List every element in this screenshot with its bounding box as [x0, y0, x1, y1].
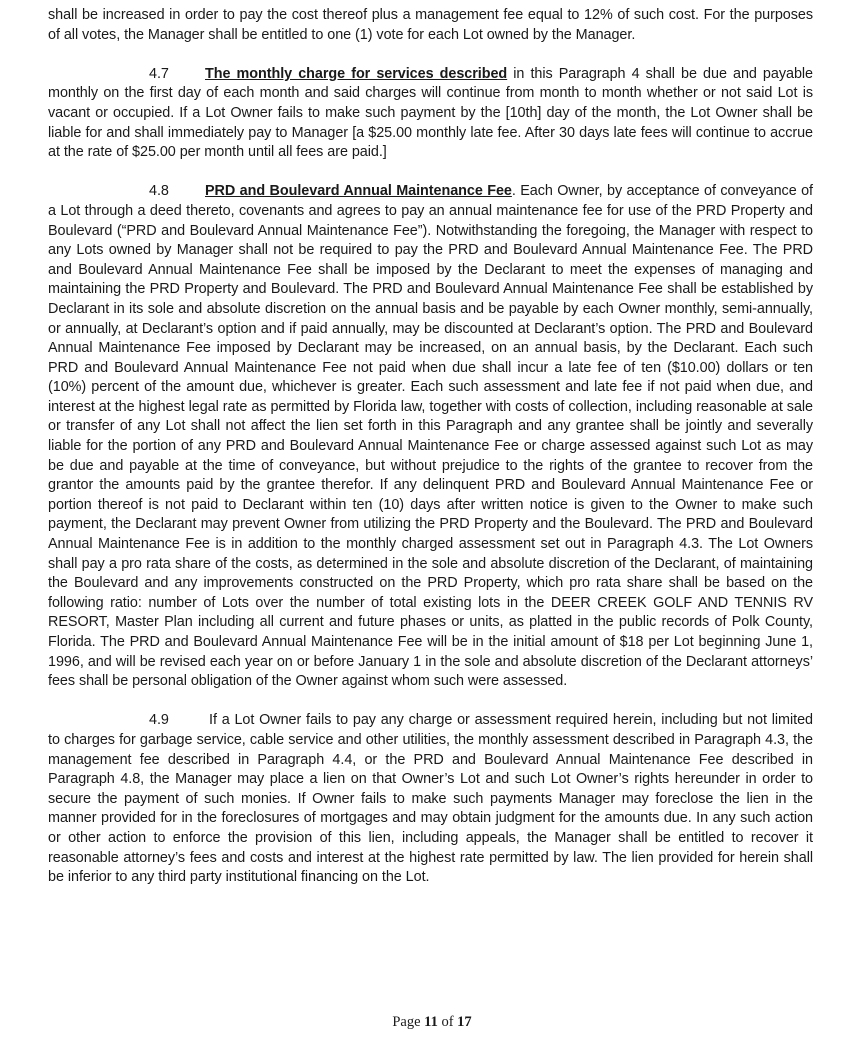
section-text: If a Lot Owner fails to pay any charge or assessment required herein, including but not limited to charges for garbage service, cable service and other utilities, the monthly assessment described in Paragraph 4.3, the management fee described in Paragraph 4.4, or the PRD and Boulevard Annual Maintenance Fee described in Paragraph 4.8, the Manager may place a lien on that Owner’s Lot and such Lot Owner’s rights hereunder in order to secure the payment of such monies. If Owner fails to make such payments Manager may foreclose the lien in the manner provided for in the foreclosures of mortgages and may obtain judgment for the amounts due. In any such action or other action to enforce the provision of this lien, including appeals, the Manager shall be entitled to recover it reasonable attorney’s fees and costs and interest at the highest rate permitted by law. The lien provided for herein shall be inferior to any third party institutional financing on the Lot.: [48, 712, 813, 886]
section-heading: PRD and Boulevard Annual Maintenance Fee: [205, 183, 512, 200]
section-number: 4.8: [149, 183, 169, 200]
page-footer: [0, 1014, 864, 1031]
intro-paragraph: shall be increased in order to pay the cost thereof plus a management fee equal to 12% of such cost. For the purposes of all votes, the Manager shall be entitled to one (1) vote for each Lot owned by the Manager.: [48, 7, 813, 43]
section-number: 4.9: [149, 712, 169, 729]
page-current: 11: [424, 1014, 438, 1030]
page-total: 17: [457, 1014, 472, 1030]
page-word: Page: [392, 1014, 421, 1030]
section-text: . Each Owner, by acceptance of conveyance of a Lot through a deed thereto, covenants and agrees to pay an annual maintenance fee for use of the PRD Property and Boulevard (“PRD and Boulevard Annual Maintenance Fee”). Notwithstanding the foregoing, the Manager with respect to any Lots owned by Manager shall not be required to pay the PRD and Boulevard Annual Maintenance Fee. The PRD and Boulevard Annual Maintenance Fee shall be imposed by the Declarant to meet the expenses of managing and maintaining the PRD Property and Boulevard. The PRD and Boulevard Annual Maintenance Fee shall be established by Declarant in its sole and absolute discretion on the annual basis and be payable by each Owner monthly, semi-annually, or annually, at Declarant’s option and if paid annually, may be discounted at Declarant’s option. The PRD and Boulevard Annual Maintenance Fee imposed by Declarant may be increased, on an annual basis, by the Declarant. Each such PRD and Boulevard Annual Maintenance Fee not paid when due shall incur a late fee of ten ($10.00) dollars or ten (10%) percent of the amount due, whichever is greater. Each such assessment and late fee if not paid when due, and interest at the highest legal rate as permitted by Florida law, together with costs of collection, including reasonable at sale or transfer of any Lot shall not affect the lien set forth in this Paragraph and any grantee shall be jointly and severally liable for the portion of any PRD and Boulevard Annual Maintenance Fee or charge assessed against such Lot as may be due and payable at the time of conveyance, but without prejudice to the rights of the grantee to recover from the grantor the amounts paid by the grantee therefor. If any delinquent PRD and Boulevard Annual Maintenance Fee or portion thereof is not paid to Declarant within ten (10) days after written notice is given to the Owner to make such payment, the Declarant may prevent Owner from utilizing the PRD Property and the Boulevard. The PRD and Boulevard Annual Maintenance Fee is in addition to the monthly charged assessment set out in Paragraph 4.3. The Lot Owners shall pay a pro rata share of the costs, as determined in the sole and absolute discretion of the Declarant, of maintaining the Boulevard and any improvements constructed on the PRD Property, which pro rata share shall be based on the following ratio: number of Lots over the number of total existing lots in the DEER CREEK GOLF AND TENNIS RV RESORT, Master Plan including all current and future phases or units, as platted in the public records of Polk County, Florida. The PRD and Boulevard Annual Maintenance Fee will be in the initial amount of $18 per Lot beginning June 1, 1996, and will be revised each year on or before January 1 in the sole and absolute discretion of the Declarant attorneys’ fees shall be personal obligation of the Owner against whom such were assessed.: [48, 183, 813, 690]
of-word: of: [441, 1014, 454, 1030]
section-4-7: [48, 65, 813, 163]
section-text: in this Paragraph 4 shall be due and payable monthly on the first day of each month and said charges will continue from month to month whether or not said Lot is vacant or occupied. If a Lot Owner fails to make such payment by the [10th] day of the month, the Lot Owner shall be liable for and shall immediately pay to Manager [a $25.00 monthly late fee. After 30 days late fees will continue to accrue at the rate of $25.00 per month until all fees are paid.]: [48, 65, 813, 161]
section-4-9: [48, 711, 813, 887]
section-heading: The monthly charge for services described: [205, 65, 508, 82]
section-number: 4.7: [149, 65, 169, 82]
document-body: [48, 6, 813, 907]
section-4-8: [48, 182, 813, 691]
